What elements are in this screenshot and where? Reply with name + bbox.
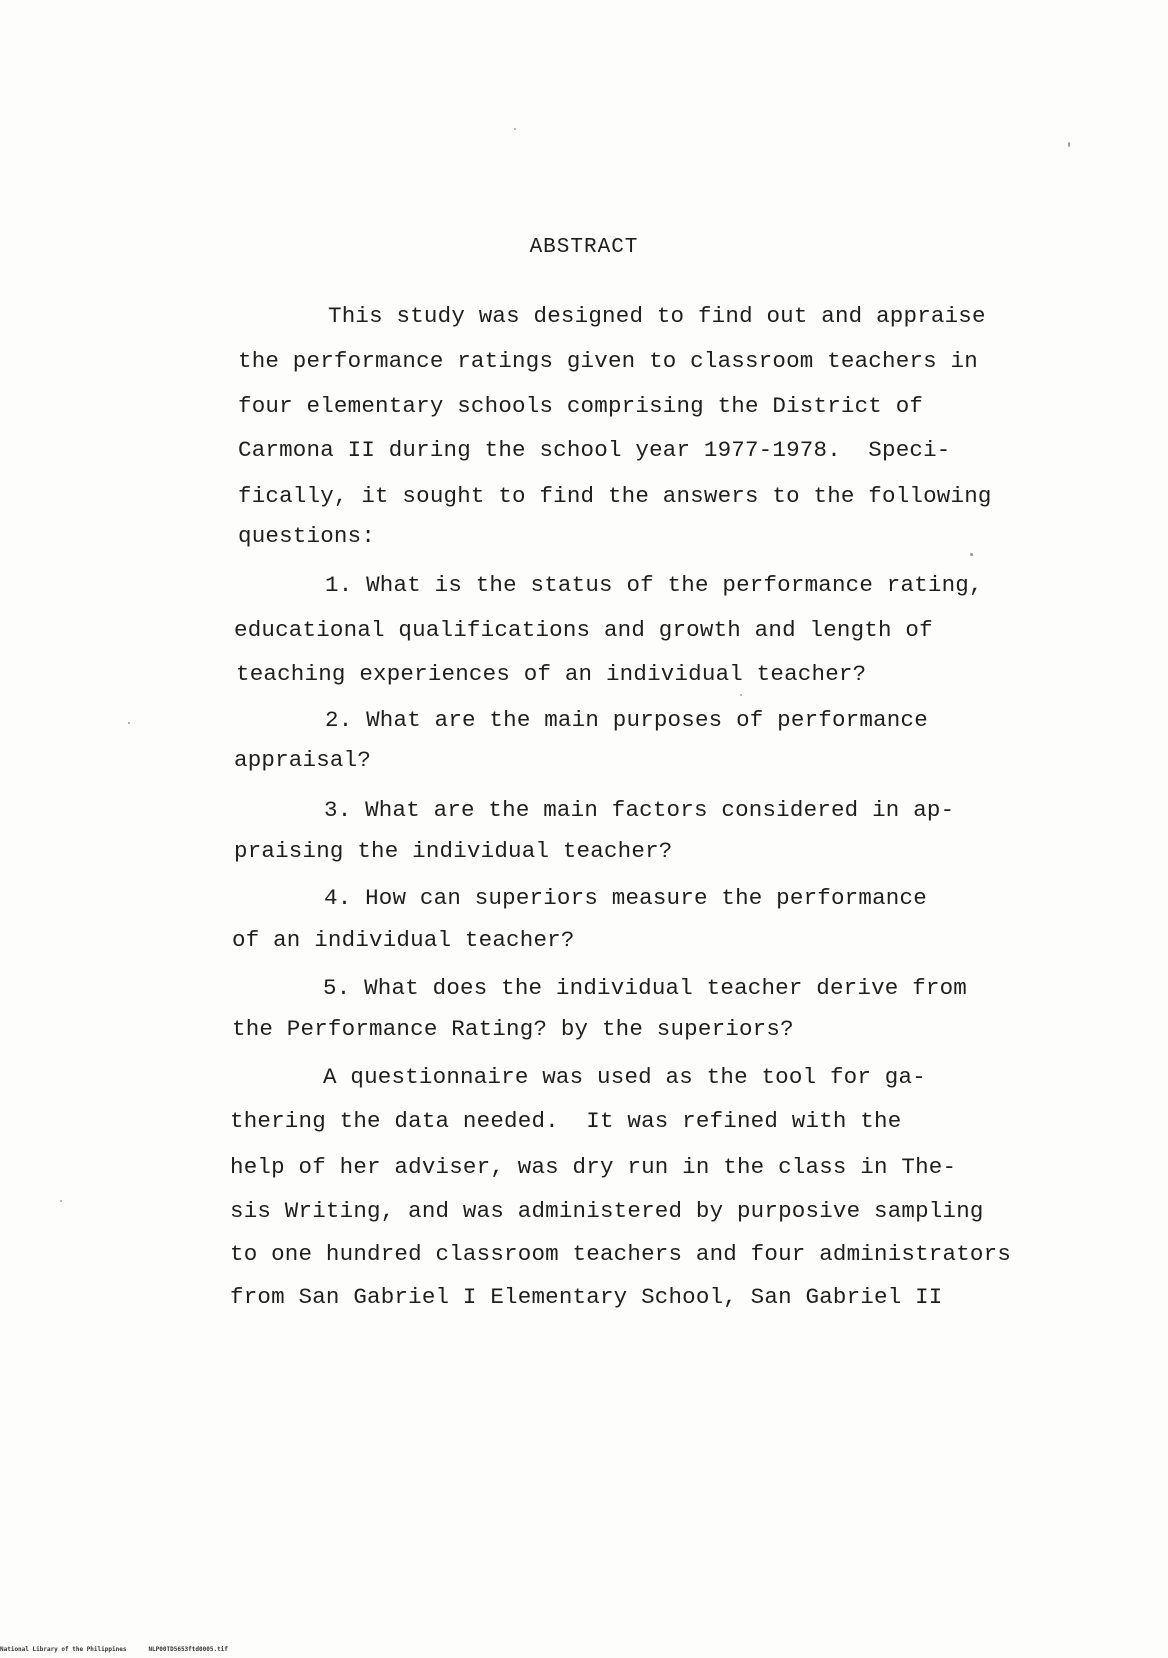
question-5-line: 5. What does the individual teacher derive from (323, 975, 968, 1001)
text-line: teaching experiences of an individual teacher? (236, 661, 867, 687)
text-line: the performance ratings given to classroom teachers in (238, 348, 978, 374)
question-2-line: 2. What are the main purposes of performance (325, 707, 928, 733)
text-line: to one hundred classroom teachers and four administrators (230, 1241, 1012, 1267)
text-line: fically, it sought to find the answers to the following (238, 483, 992, 509)
text-line: Carmona II during the school year 1977-1978. Speci- (238, 437, 951, 463)
text-line: questions: (238, 523, 376, 549)
text-line: help of her adviser, was dry run in the class in The- (230, 1154, 957, 1180)
text-line: A questionnaire was used as the tool for ga- (323, 1064, 926, 1090)
text-line: of an individual teacher? (232, 927, 575, 953)
scan-speck (970, 553, 973, 556)
text-line: educational qualifications and growth and length of (234, 617, 933, 643)
scan-speck (514, 128, 516, 130)
text-line: appraisal? (234, 747, 372, 773)
text-line: This study was designed to find out and appraise (328, 303, 986, 329)
scan-speck (60, 1200, 62, 1202)
scan-speck (1068, 142, 1070, 147)
text-line: praising the individual teacher? (234, 838, 673, 864)
question-3-line: 3. What are the main factors considered in ap- (324, 797, 955, 823)
text-line: four elementary schools comprising the District of (238, 393, 924, 419)
abstract-heading: ABSTRACT (529, 236, 639, 259)
text-line: from San Gabriel I Elementary School, San Gabriel II (230, 1284, 943, 1310)
question-1-line: 1. What is the status of the performance rating, (325, 572, 983, 598)
text-line: sis Writing, and was administered by purposive sampling (230, 1198, 984, 1224)
footer-library: National Library of the Philippines (0, 1646, 127, 1653)
scan-footer (0, 1646, 228, 1653)
scan-speck (740, 694, 742, 696)
text-line: the Performance Rating? by the superiors? (232, 1016, 794, 1042)
scan-speck (128, 722, 130, 724)
footer-file-id: NLP00TD5653ftd0005.tif (148, 1646, 228, 1653)
question-4-line: 4. How can superiors measure the performance (324, 885, 927, 911)
text-line: thering the data needed. It was refined with the (230, 1108, 902, 1134)
